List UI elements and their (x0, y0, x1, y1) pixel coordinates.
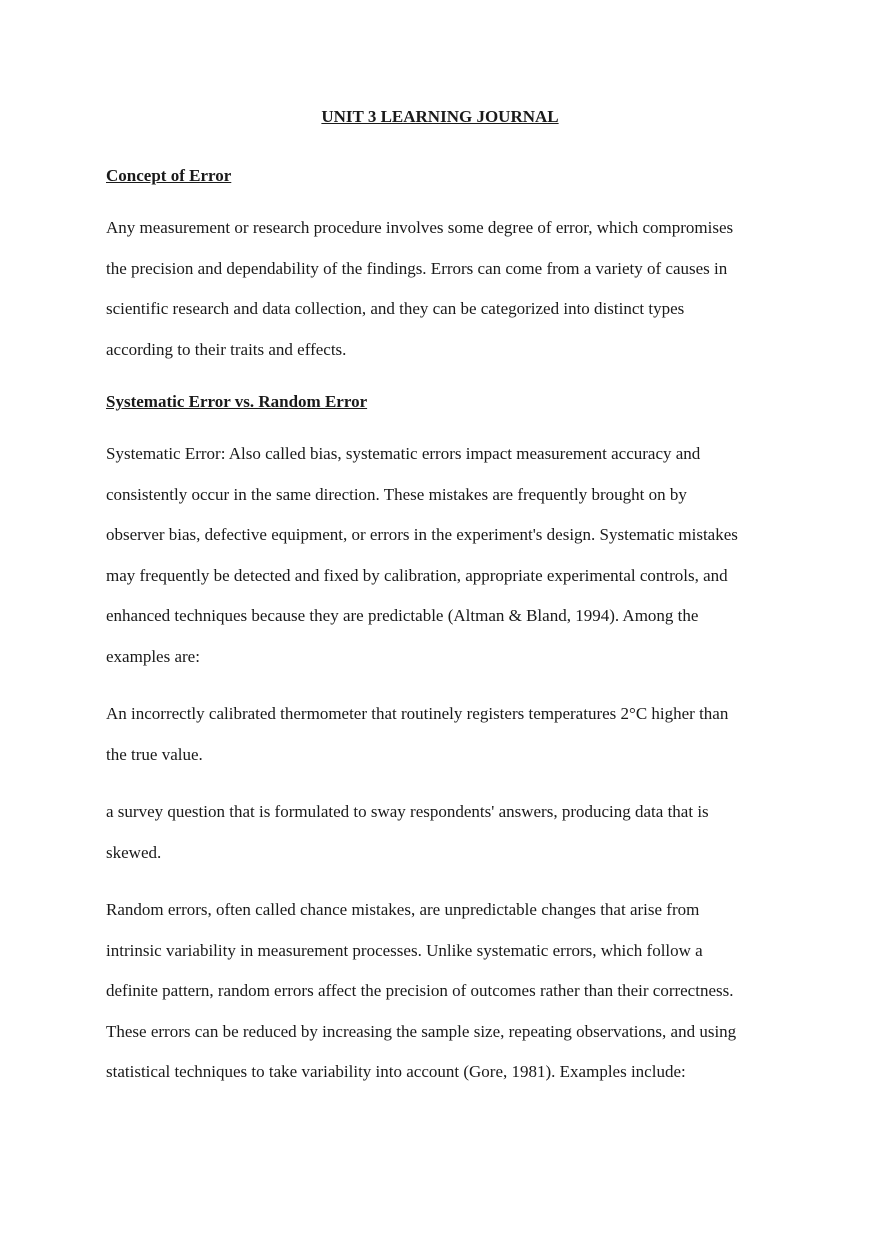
paragraph-line: observer bias, defective equipment, or errors in the experiment's design. Systematic mistakes (106, 525, 738, 544)
paragraph-line: Random errors, often called chance mistakes, are unpredictable changes that arise from (106, 900, 700, 919)
paragraph-line: These errors can be reduced by increasing the sample size, repeating observations, and using (106, 1021, 737, 1041)
paragraph-line: An incorrectly calibrated thermometer that routinely registers temperatures 2°C higher than (106, 704, 729, 723)
paragraph-line: may frequently be detected and fixed by calibration, appropriate experimental controls, and (106, 565, 728, 585)
paragraph-line: enhanced techniques because they are predictable (Altman & Bland, 1994). Among the (106, 606, 699, 625)
paragraph-line: Systematic Error: Also called bias, systematic errors impact measurement accuracy and (106, 444, 701, 463)
paragraph-line: the precision and dependability of the findings. Errors can come from a variety of causes in (106, 258, 728, 278)
paragraph-random-error (106, 890, 774, 1093)
paragraph-concept-of-error (106, 208, 774, 370)
document-title: UNIT 3 LEARNING JOURNAL (321, 107, 559, 126)
paragraph-line: Any measurement or research procedure involves some degree of error, which compromises (106, 218, 734, 237)
document-body (106, 104, 774, 1093)
section-heading-concept-of-error: Concept of Error (106, 166, 232, 185)
paragraph-line: according to their traits and effects. (106, 339, 347, 359)
paragraph-line: the true value. (106, 744, 203, 764)
paragraph-survey-example (106, 792, 774, 873)
paragraph-line: skewed. (106, 842, 162, 862)
paragraph-line: a survey question that is formulated to sway respondents' answers, producing data that is (106, 802, 709, 821)
paragraph-systematic-error (106, 434, 774, 677)
paragraph-line: definite pattern, random errors affect the precision of outcomes rather than their correctness. (106, 981, 734, 1000)
paragraph-line: consistently occur in the same direction. These mistakes are frequently brought on by (106, 484, 687, 504)
paragraph-thermometer-example (106, 694, 774, 775)
paragraph-line: statistical techniques to take variability into account (Gore, 1981). Examples include: (106, 1062, 686, 1081)
paragraph-line: scientific research and data collection, and they can be categorized into distinct types (106, 299, 685, 318)
paragraph-line: intrinsic variability in measurement processes. Unlike systematic errors, which follow a (106, 940, 703, 960)
paragraph-line: examples are: (106, 646, 200, 666)
section-heading-systematic-vs-random: Systematic Error vs. Random Error (106, 392, 368, 411)
